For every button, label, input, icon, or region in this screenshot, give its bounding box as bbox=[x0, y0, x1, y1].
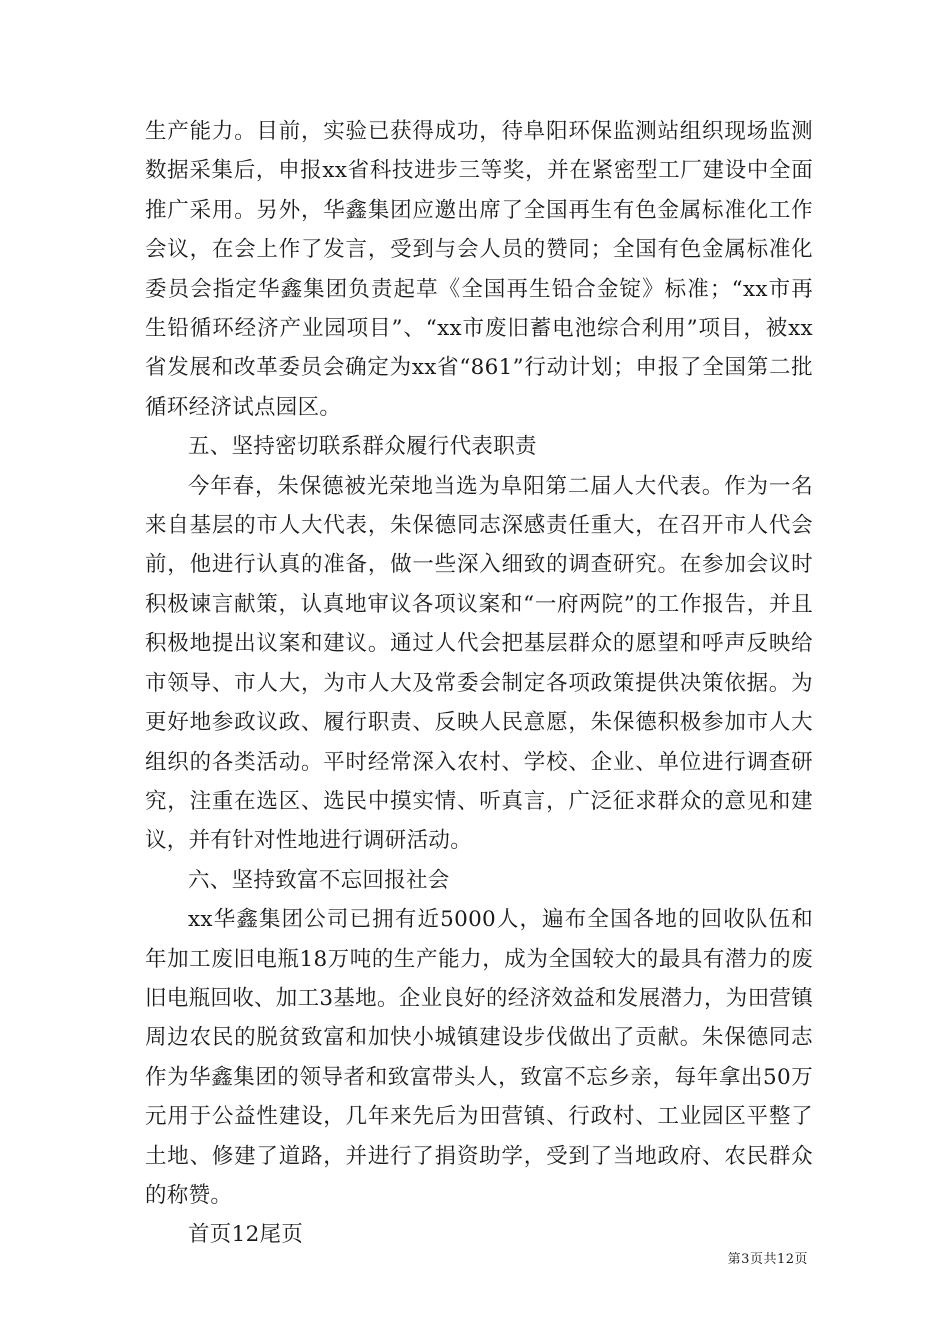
document-body bbox=[145, 112, 813, 1255]
section-heading-six: 六、坚持致富不忘回报社会 bbox=[188, 867, 450, 893]
paragraph-representative-duties: 今年春，朱保德被光荣地当选为阜阳第二届人大代表。作为一名来自基层的市人大代表，朱保德同志深感责任重大，在召开市人代会前，他进行认真的准备，做一些深入细致的调查研究。在参加会议时积极谏言献策，认真地审议各项议案和“一府两院”的工作报告，并且积极地提出议案和建议。通过人代会把基层群众的愿望和呼声反映给市领导、市人大，为市人大及常委会制定各项政策提供决策依据。为更好地参政议政、履行职责、反映人民意愿，朱保德积极参加市人大组织的各类活动。平时经常深入农村、学校、企业、单位进行调查研究，注重在选区、选民中摸实情、听真言，广泛征求群众的意见和建议，并有针对性地进行调研活动。 bbox=[145, 473, 813, 854]
page-number: 第3页共12页 bbox=[727, 1252, 808, 1267]
paragraph-continuation: 生产能力。目前，实验已获得成功，待阜阳环保监测站组织现场监测数据采集后，申报xx省科技进步三等奖，并在紧密型工厂建设中全面推广采用。另外，华鑫集团应邀出席了全国再生有色金属标准化工作会议，在会上作了发言，受到与会人员的赞同；全国有色金属标准化委员会指定华鑫集团负责起草《全国再生铅合金锭》标准；“xx市再生铅循环经济产业园项目”、“xx市废旧蓄电池综合利用”项目，被xx省发展和改革委员会确定为xx省“861”行动计划；申报了全国第二批循环经济试点园区。 bbox=[145, 119, 813, 420]
page-navigation-text: 首页12尾页 bbox=[188, 1222, 304, 1248]
paragraph-social-contribution: xx华鑫集团公司已拥有近5000人，遍布全国各地的回收队伍和年加工废旧电瓶18万吨的生产能力，成为全国较大的最具有潜力的废旧电瓶回收、加工3基地。企业良好的经济效益和发展潜力，为田营镇周边农民的脱贫致富和加快小城镇建设步伐做出了贡献。朱保德同志作为华鑫集团的领导者和致富带头人，致富不忘乡亲，每年拿出50万元用于公益性建设，几年来先后为田营镇、行政村、工业园区平整了土地、修建了道路，并进行了捐资助学，受到了当地政府、农民群众的称赞。 bbox=[145, 907, 813, 1208]
section-heading-five: 五、坚持密切联系群众履行代表职责 bbox=[188, 434, 537, 460]
